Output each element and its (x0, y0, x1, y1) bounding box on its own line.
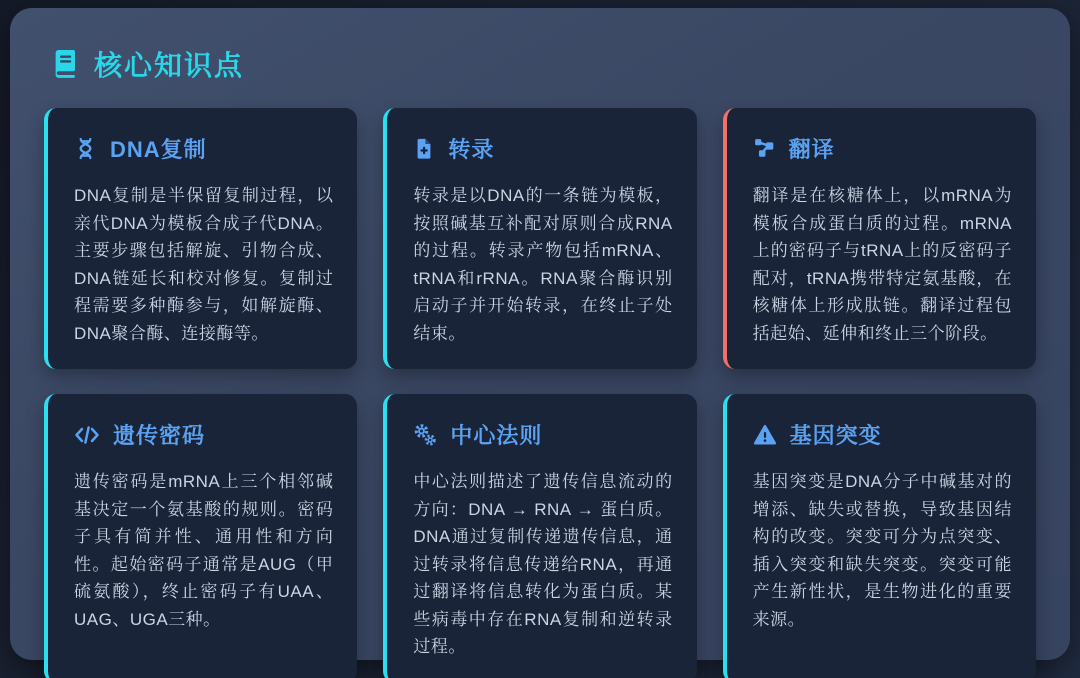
card-transcription[interactable] (383, 108, 696, 369)
card-gene-mutation[interactable] (723, 394, 1036, 678)
knowledge-panel (10, 8, 1070, 660)
share-nodes-icon (753, 137, 776, 160)
page-header (50, 44, 1036, 84)
card-body-text: DNA复制是半保留复制过程，以亲代DNA为模板合成子代DNA。主要步骤包括解旋、引物合成、DNA链延长和校对修复。复制过程需要多种酶参与，如解旋酶、DNA聚合酶、连接酶等。 (74, 186, 334, 343)
card-title-row (413, 133, 672, 164)
card-body-text: 基因突变是DNA分子中碱基对的增添、缺失或替换，导致基因结构的改变。突变可分为点突变、插入突变和缺失突变。突变可能产生新性状，是生物进化的重要来源。 (752, 472, 1012, 629)
warning-icon (753, 424, 777, 446)
card-body-text: 转录是以DNA的一条链为模板，按照碱基互补配对原则合成RNA的过程。转录产物包括mRNA、tRNA和rRNA。RNA聚合酶识别启动子并开始转录，在终止子处结束。 (413, 186, 673, 343)
card-central-dogma[interactable] (383, 394, 696, 678)
cards-grid (44, 108, 1036, 657)
card-body-text: 遗传密码是mRNA上三个相邻碱基决定一个氨基酸的规则。密码子具有简并性、通用性和方向性。起始密码子通常是AUG（甲硫氨酸），终止密码子有UAA、UAG、UGA三种。 (74, 472, 334, 629)
card-title-row (74, 133, 333, 164)
card-title: 基因突变 (789, 423, 882, 449)
card-translation[interactable] (723, 108, 1036, 369)
book-icon (50, 49, 80, 79)
dna-icon (74, 137, 97, 160)
file-plus-icon (413, 138, 435, 160)
card-genetic-code[interactable] (44, 394, 357, 678)
card-title-row (413, 419, 672, 450)
card-title: DNA复制 (110, 137, 207, 162)
card-title: 遗传密码 (113, 423, 206, 449)
card-title: 翻译 (788, 137, 835, 162)
card-title: 转录 (448, 137, 495, 162)
card-body-text: 翻译是在核糖体上，以mRNA为模板合成蛋白质的过程。mRNA上的密码子与tRNA上的反密码子配对，tRNA携带特定氨基酸，在核糖体上形成肽链。翻译过程包括起始、延伸和终止三个阶段。 (752, 186, 1012, 343)
card-title-row (74, 419, 333, 450)
card-title-row (753, 419, 1012, 450)
card-body-text: 中心法则描述了遗传信息流动的方向：DNA → RNA → 蛋白质。DNA通过复制传递遗传信息，通过转录将信息传递给RNA，再通过翻译将信息转化为蛋白质。某些病毒中存在RNA复制和逆转录过程。 (413, 472, 673, 657)
card-title-row (753, 133, 1012, 164)
card-dna-replication[interactable] (44, 108, 357, 369)
card-title: 中心法则 (450, 423, 543, 449)
code-icon (74, 424, 100, 446)
page-title: 核心知识点 (94, 50, 245, 81)
gears-icon (413, 423, 437, 447)
